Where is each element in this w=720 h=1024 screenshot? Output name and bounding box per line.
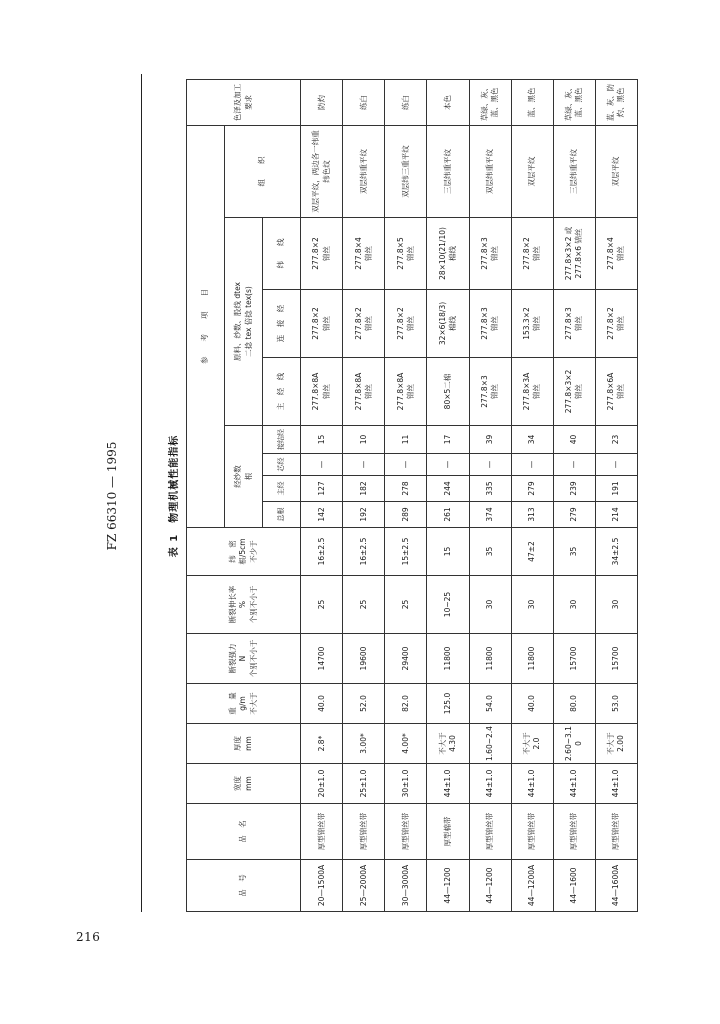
- cell-warp-main: 278: [385, 476, 427, 502]
- cell-thickness: 2.60~3.10: [553, 724, 595, 764]
- cell-warp-main: 127: [301, 476, 343, 502]
- cell-product-no: 44—1200: [427, 860, 469, 912]
- cell-finish: 练白: [343, 80, 385, 126]
- cell-weave: 双层平纹，两边各一纬重纬色纹: [301, 126, 343, 218]
- cell-weight: 125.0: [427, 684, 469, 724]
- cell-main-warp-yarn: 277.8×8A 锦丝: [385, 358, 427, 426]
- cell-product-no: 44—1200: [469, 860, 511, 912]
- header-elongation: [187, 576, 301, 634]
- cell-warp-total: 192: [343, 502, 385, 528]
- table-row: [553, 80, 595, 912]
- cell-weft-yarn: 277.8×2 锦丝: [301, 218, 343, 290]
- header-yarn-binding-warp: 连 接 经: [263, 290, 301, 358]
- header-warp-binding: 接结经: [263, 426, 301, 454]
- header-yarn-main-warp: 主 经 线: [263, 358, 301, 426]
- header-warp-count-unit: 根: [243, 472, 253, 481]
- cell-finish: 练白: [385, 80, 427, 126]
- rotated-table-block: [164, 80, 640, 912]
- cell-main-warp-yarn: 277.8×8A 锦丝: [301, 358, 343, 426]
- cell-product-no: 30—3000A: [385, 860, 427, 912]
- cell-product-no: 44—1600A: [595, 860, 637, 912]
- cell-warp-total: 313: [511, 502, 553, 528]
- header-weight-unit: g/m: [238, 696, 248, 711]
- cell-main-warp-yarn: 277.8×6A 锦丝: [595, 358, 637, 426]
- header-weight-label: 重 量: [228, 692, 238, 715]
- header-warp-total: 总根: [263, 502, 301, 528]
- cell-width: 44±1.0: [427, 764, 469, 804]
- cell-warp-total: 289: [385, 502, 427, 528]
- table-row: [343, 80, 385, 912]
- header-weight: [187, 684, 301, 724]
- table-row: [385, 80, 427, 912]
- cell-finish: 蓝、灰、防灼、黑色: [595, 80, 637, 126]
- header-warp-count-label: 经纱数: [233, 465, 243, 488]
- cell-width: 44±1.0: [595, 764, 637, 804]
- cell-weft-density: 15: [427, 528, 469, 576]
- properties-table: [186, 79, 638, 912]
- cell-warp-total: 142: [301, 502, 343, 528]
- header-warp-count: [225, 426, 263, 528]
- cell-warp-main: 279: [511, 476, 553, 502]
- header-strength-unit: N: [238, 655, 248, 662]
- header-weight-cond: 不大于: [248, 692, 258, 715]
- cell-weft-yarn: 277.8×3 锦丝: [469, 218, 511, 290]
- cell-binding-warp-yarn: 277.8×3 锦丝: [469, 290, 511, 358]
- cell-thickness: 不大于 2.00: [595, 724, 637, 764]
- cell-warp-main: 182: [343, 476, 385, 502]
- cell-binding-warp-yarn: 32×6(18/3) 棉线: [427, 290, 469, 358]
- cell-warp-total: 374: [469, 502, 511, 528]
- cell-product-name: 厚型锦丝带: [595, 804, 637, 860]
- cell-product-name: 厚型锦丝带: [301, 804, 343, 860]
- cell-weft-density: 35: [553, 528, 595, 576]
- cell-thickness: 4.00*: [385, 724, 427, 764]
- cell-warp-binding: 15: [301, 426, 343, 454]
- cell-weight: 53.0: [595, 684, 637, 724]
- cell-main-warp-yarn: 80×5二棉: [427, 358, 469, 426]
- cell-weft-yarn: 277.8×4 锦丝: [343, 218, 385, 290]
- header-yarn-spec-2: 二捻 tex 倍捻 tex(s): [243, 286, 253, 357]
- cell-product-no: 20—1500A: [301, 860, 343, 912]
- table-stage: [164, 80, 640, 912]
- cell-elongation: 25: [385, 576, 427, 634]
- header-strength: [187, 634, 301, 684]
- table-row: [427, 80, 469, 912]
- cell-warp-core: —: [427, 454, 469, 476]
- cell-warp-main: 244: [427, 476, 469, 502]
- cell-warp-binding: 17: [427, 426, 469, 454]
- cell-warp-binding: 34: [511, 426, 553, 454]
- header-warp-main: 主经: [263, 476, 301, 502]
- cell-weight: 82.0: [385, 684, 427, 724]
- header-strength-cond: 个别不小于: [248, 639, 258, 678]
- cell-main-warp-yarn: 277.8×8A 锦丝: [343, 358, 385, 426]
- cell-weave: 双层纬三重平纹: [385, 126, 427, 218]
- cell-weave: 双层平纹: [511, 126, 553, 218]
- cell-main-warp-yarn: 277.8×3A 锦丝: [511, 358, 553, 426]
- cell-main-warp-yarn: 277.8×3 锦丝: [469, 358, 511, 426]
- cell-warp-core: —: [469, 454, 511, 476]
- cell-weft-yarn: 277.8×2 锦丝: [511, 218, 553, 290]
- cell-weft-density: 15±2.5: [385, 528, 427, 576]
- cell-product-name: 厚型锦丝带: [469, 804, 511, 860]
- cell-weft-yarn: 277.8×5 锦丝: [385, 218, 427, 290]
- cell-thickness: 不大于 4.30: [427, 724, 469, 764]
- cell-width: 20±1.0: [301, 764, 343, 804]
- cell-width: 44±1.0: [553, 764, 595, 804]
- cell-strength: 11800: [469, 634, 511, 684]
- header-weft-density: [187, 528, 301, 576]
- cell-warp-core: —: [301, 454, 343, 476]
- table-row: [301, 80, 343, 912]
- cell-width: 44±1.0: [469, 764, 511, 804]
- margin-rule: [141, 74, 142, 912]
- cell-weft-density: 16±2.5: [301, 528, 343, 576]
- table-row: [595, 80, 637, 912]
- header-finish: 色泽及加工要求: [187, 80, 301, 126]
- page-number: 216: [76, 930, 101, 944]
- header-strength-label: 断裂强力: [228, 643, 238, 674]
- cell-weight: 40.0: [511, 684, 553, 724]
- cell-warp-main: 239: [553, 476, 595, 502]
- cell-strength: 15700: [553, 634, 595, 684]
- table-row: [511, 80, 553, 912]
- header-elongation-unit: %: [238, 600, 248, 609]
- cell-width: 30±1.0: [385, 764, 427, 804]
- header-thickness: [187, 724, 301, 764]
- header-yarn-spec: [225, 218, 263, 426]
- cell-weave: 三层纬重平纹: [553, 126, 595, 218]
- cell-warp-binding: 11: [385, 426, 427, 454]
- cell-finish: 本色: [427, 80, 469, 126]
- cell-width: 44±1.0: [511, 764, 553, 804]
- cell-product-name: 厚型锦丝带: [511, 804, 553, 860]
- cell-weft-yarn: 28×10(21/10) 棉线: [427, 218, 469, 290]
- cell-weft-density: 34±2.5: [595, 528, 637, 576]
- header-thickness-unit: mm: [243, 736, 253, 751]
- cell-binding-warp-yarn: 277.8×2 锦丝: [301, 290, 343, 358]
- cell-thickness: 不大于 2.0: [511, 724, 553, 764]
- cell-weave: 双层纬重平纹: [469, 126, 511, 218]
- cell-strength: 15700: [595, 634, 637, 684]
- header-width-label: 宽度: [233, 776, 243, 791]
- cell-warp-core: —: [385, 454, 427, 476]
- cell-elongation: 30: [511, 576, 553, 634]
- header-weave: 组 织: [225, 126, 301, 218]
- cell-binding-warp-yarn: 277.8×2 锦丝: [595, 290, 637, 358]
- cell-weave: 三层纬重平纹: [427, 126, 469, 218]
- cell-product-name: 厚型锦丝带: [385, 804, 427, 860]
- cell-strength: 19600: [343, 634, 385, 684]
- cell-product-name: 厚型棉带: [427, 804, 469, 860]
- cell-strength: 11800: [427, 634, 469, 684]
- cell-strength: 14700: [301, 634, 343, 684]
- cell-elongation: 25: [301, 576, 343, 634]
- cell-warp-binding: 23: [595, 426, 637, 454]
- header-weft-density-unit: 根/5cm: [238, 538, 248, 565]
- cell-elongation: 25: [343, 576, 385, 634]
- cell-weft-yarn: 277.8×3×2 或 277.8×6 锦丝: [553, 218, 595, 290]
- cell-warp-main: 191: [595, 476, 637, 502]
- cell-thickness: 3.00*: [343, 724, 385, 764]
- cell-weight: 40.0: [301, 684, 343, 724]
- cell-product-name: 厚型锦丝带: [343, 804, 385, 860]
- cell-warp-core: —: [595, 454, 637, 476]
- cell-warp-total: 214: [595, 502, 637, 528]
- cell-main-warp-yarn: 277.8×3×2 锦丝: [553, 358, 595, 426]
- cell-strength: 29400: [385, 634, 427, 684]
- table-caption: 表 1 物理机械性能指标: [169, 434, 180, 558]
- cell-product-no: 44—1600: [553, 860, 595, 912]
- cell-warp-binding: 10: [343, 426, 385, 454]
- cell-warp-total: 261: [427, 502, 469, 528]
- header-weft-density-label: 纬 密: [228, 540, 238, 563]
- cell-weave: 双层纬重平纹: [343, 126, 385, 218]
- cell-thickness: 2.8*: [301, 724, 343, 764]
- cell-weight: 80.0: [553, 684, 595, 724]
- header-elongation-cond: 个别不小于: [248, 585, 258, 624]
- cell-warp-total: 279: [553, 502, 595, 528]
- cell-weft-yarn: 277.8×4 锦丝: [595, 218, 637, 290]
- header-reference: 参 考 项 目: [187, 126, 225, 528]
- cell-weight: 52.0: [343, 684, 385, 724]
- cell-warp-core: —: [553, 454, 595, 476]
- cell-elongation: 10~25: [427, 576, 469, 634]
- header-width: [187, 764, 301, 804]
- header-weft-density-cond: 不少于: [248, 540, 258, 563]
- cell-weight: 54.0: [469, 684, 511, 724]
- cell-weave: 双层平纹: [595, 126, 637, 218]
- cell-product-name: 厚型锦丝带: [553, 804, 595, 860]
- header-warp-core: 芯经: [263, 454, 301, 476]
- cell-warp-core: —: [343, 454, 385, 476]
- cell-warp-main: 335: [469, 476, 511, 502]
- cell-weft-density: 47±2: [511, 528, 553, 576]
- cell-warp-core: —: [511, 454, 553, 476]
- header-yarn-weft: 纬 线: [263, 218, 301, 290]
- cell-finish: 防灼: [301, 80, 343, 126]
- header-elongation-label: 断裂伸长率: [228, 585, 238, 624]
- cell-finish: 草绿、灰、蓝、黑色: [553, 80, 595, 126]
- cell-elongation: 30: [469, 576, 511, 634]
- header-thickness-label: 厚度: [233, 736, 243, 751]
- header-yarn-spec-1: 原料、纱数、股线 dtex: [233, 282, 243, 362]
- header-width-unit: mm: [243, 776, 253, 791]
- cell-binding-warp-yarn: 277.8×2 锦丝: [385, 290, 427, 358]
- cell-width: 25±1.0: [343, 764, 385, 804]
- header-product-name: 品 名: [187, 804, 301, 860]
- document-code: FZ 66310 — 1995: [105, 441, 119, 551]
- header-product-no: 品 号: [187, 860, 301, 912]
- cell-finish: 草绿、灰、蓝、黑色: [469, 80, 511, 126]
- cell-binding-warp-yarn: 153.3×2 锦丝: [511, 290, 553, 358]
- cell-binding-warp-yarn: 277.8×3 锦丝: [553, 290, 595, 358]
- cell-elongation: 30: [595, 576, 637, 634]
- table-body: [301, 80, 638, 912]
- cell-finish: 蓝、黑色: [511, 80, 553, 126]
- cell-thickness: 1.60~2.4: [469, 724, 511, 764]
- cell-warp-binding: 39: [469, 426, 511, 454]
- cell-weft-density: 35: [469, 528, 511, 576]
- cell-product-no: 44—1200A: [511, 860, 553, 912]
- cell-strength: 11800: [511, 634, 553, 684]
- cell-elongation: 30: [553, 576, 595, 634]
- table-row: [469, 80, 511, 912]
- cell-binding-warp-yarn: 277.8×2 锦丝: [343, 290, 385, 358]
- cell-product-no: 25—2000A: [343, 860, 385, 912]
- cell-warp-binding: 40: [553, 426, 595, 454]
- cell-weft-density: 16±2.5: [343, 528, 385, 576]
